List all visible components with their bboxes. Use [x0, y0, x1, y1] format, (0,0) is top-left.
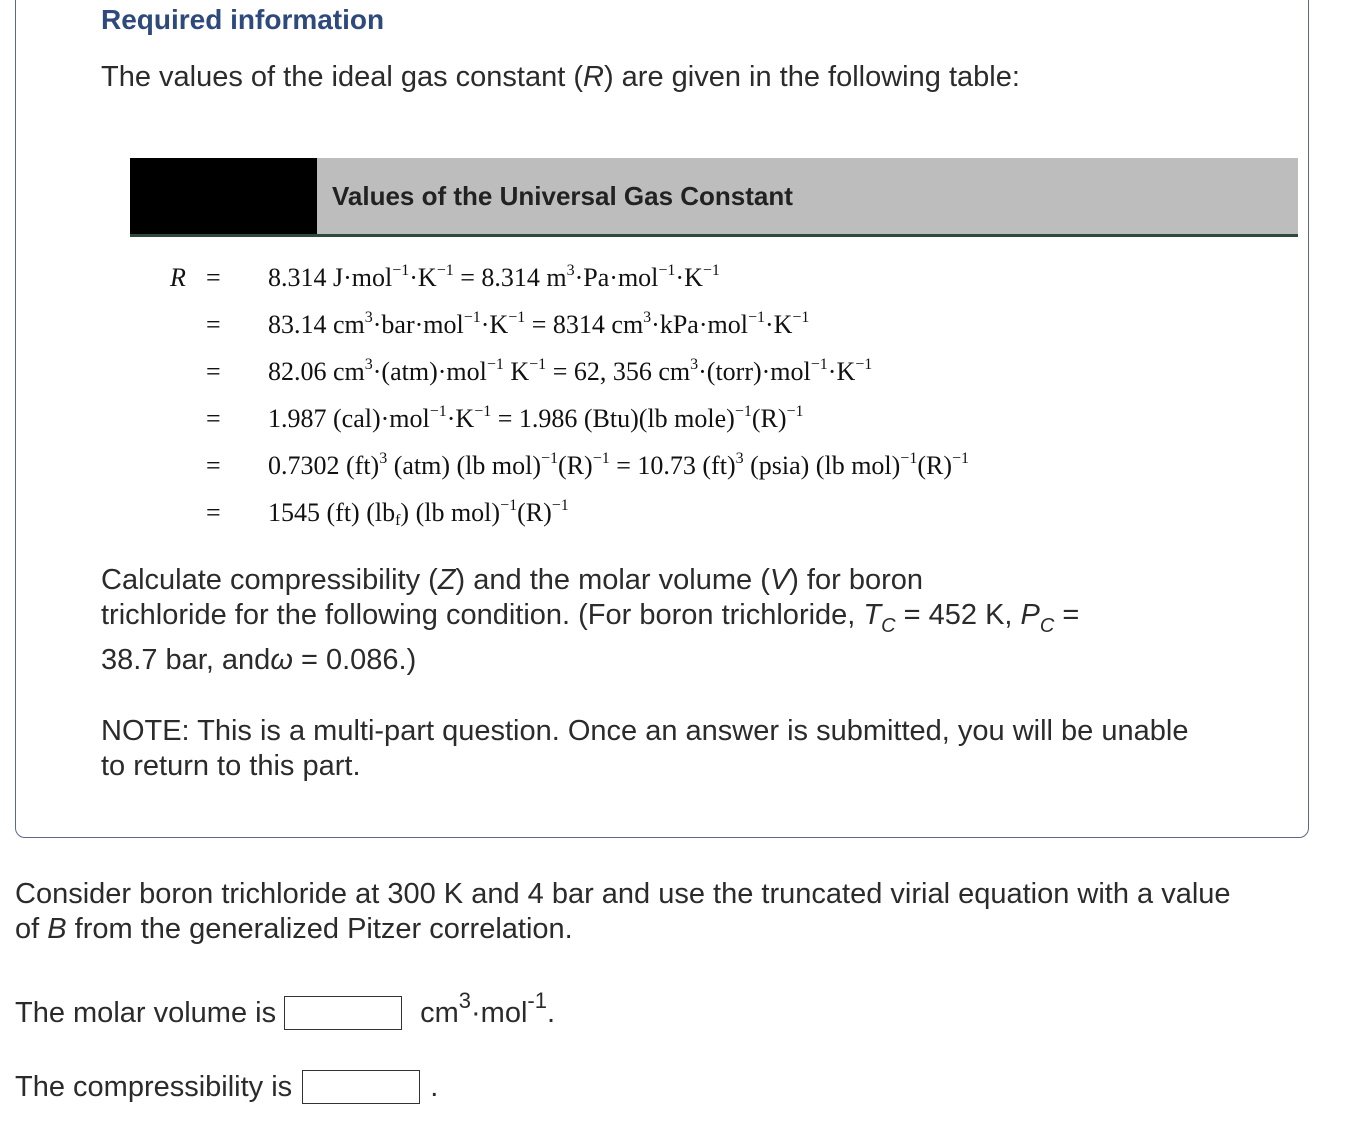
gas-constant-table	[130, 158, 1298, 237]
equation-row	[170, 348, 969, 395]
gas-constant-intro: The values of the ideal gas constant (R) are given in the following table:	[101, 61, 1020, 93]
required-information-title: Required information	[101, 4, 385, 35]
compressibility-label: The compressibility is	[15, 1070, 293, 1103]
multi-part-note: NOTE: This is a multi-part question. Once an answer is submitted, you will be unable to return to this part.	[101, 715, 1189, 782]
equals-sign: =	[206, 262, 221, 292]
equation-row	[170, 254, 969, 301]
table-header-black-cell	[130, 158, 317, 234]
equation-row	[170, 301, 969, 348]
molar-volume-input[interactable]	[284, 996, 402, 1030]
part-question: Consider boron trichloride at 300 K and 4 bar and use the truncated virial equation with a value of B from the generalized Pitzer correlation.	[15, 878, 1231, 945]
r-symbol: R	[170, 262, 186, 292]
equation-row	[170, 489, 969, 536]
equals-sign: =	[206, 309, 221, 339]
equation-row	[170, 395, 969, 442]
molar-volume-label: The molar volume is	[15, 996, 277, 1029]
gas-constant-table-header	[130, 158, 1298, 237]
equals-sign: =	[206, 450, 221, 480]
equation-value: 1545 (ft) $(lb_f)$ (lb $mol)^{-1}(R)^{-1}$	[268, 496, 569, 529]
compressibility-input[interactable]	[302, 1070, 420, 1104]
equals-sign: =	[206, 497, 221, 527]
compressibility-answer-row	[15, 1070, 438, 1104]
equation-value: 1.987 $(cal)\cdot mol^{-1}\cdot K^{-1} = 1.986$ (Btu)(lb $mole)^{-1}(R)^{-1}$	[268, 402, 804, 433]
equation-value: 83.14 $cm^3\cdot bar\cdot mol^{-1}\cdot K^{-1} = 8314$ $cm^3\cdot kPa\cdot mol^{-1}\cdot K^{-1}$	[268, 308, 810, 339]
equation-value: 8.314 $J\cdot mol^{-1}\cdot K^{-1} = 8.314$ $m^3\cdot Pa\cdot mol^{-1}\cdot K^{-1}$	[268, 261, 720, 292]
problem-statement: Calculate compressibility (Z) and the molar volume (V) for boron trichloride for the following condition. (For boron trichloride, $T_C = 452$ K, $P_C$ = 38.7 bar, andω = 0.086.)	[101, 564, 1080, 676]
molar-volume-answer-row	[15, 987, 556, 1030]
equation-value: 0.7302 (ft)$^3$ (atm) (lb $mol)^{-1}(R)^{-1} = 10.73$ (ft)$^3$ (psia) (lb $mol)^{-1}(R)^{-1}$	[268, 449, 970, 480]
compressibility-period: .	[430, 1070, 439, 1103]
table-header-title: Values of the Universal Gas Constant	[317, 158, 1298, 234]
equation-value: 82.06 $cm^3\cdot(atm)\cdot mol^{-1}$ $K^{-1} = 62$, 356 $cm^3\cdot(torr)\cdot mol^{-1}\cdot K^{-1}$	[268, 355, 873, 386]
gas-constant-equations	[170, 254, 969, 536]
equals-sign: =	[206, 356, 221, 386]
molar-volume-unit: $cm^3\cdot mol^{-1}$.	[420, 987, 556, 1029]
equation-row	[170, 442, 969, 489]
equals-sign: =	[206, 403, 221, 433]
